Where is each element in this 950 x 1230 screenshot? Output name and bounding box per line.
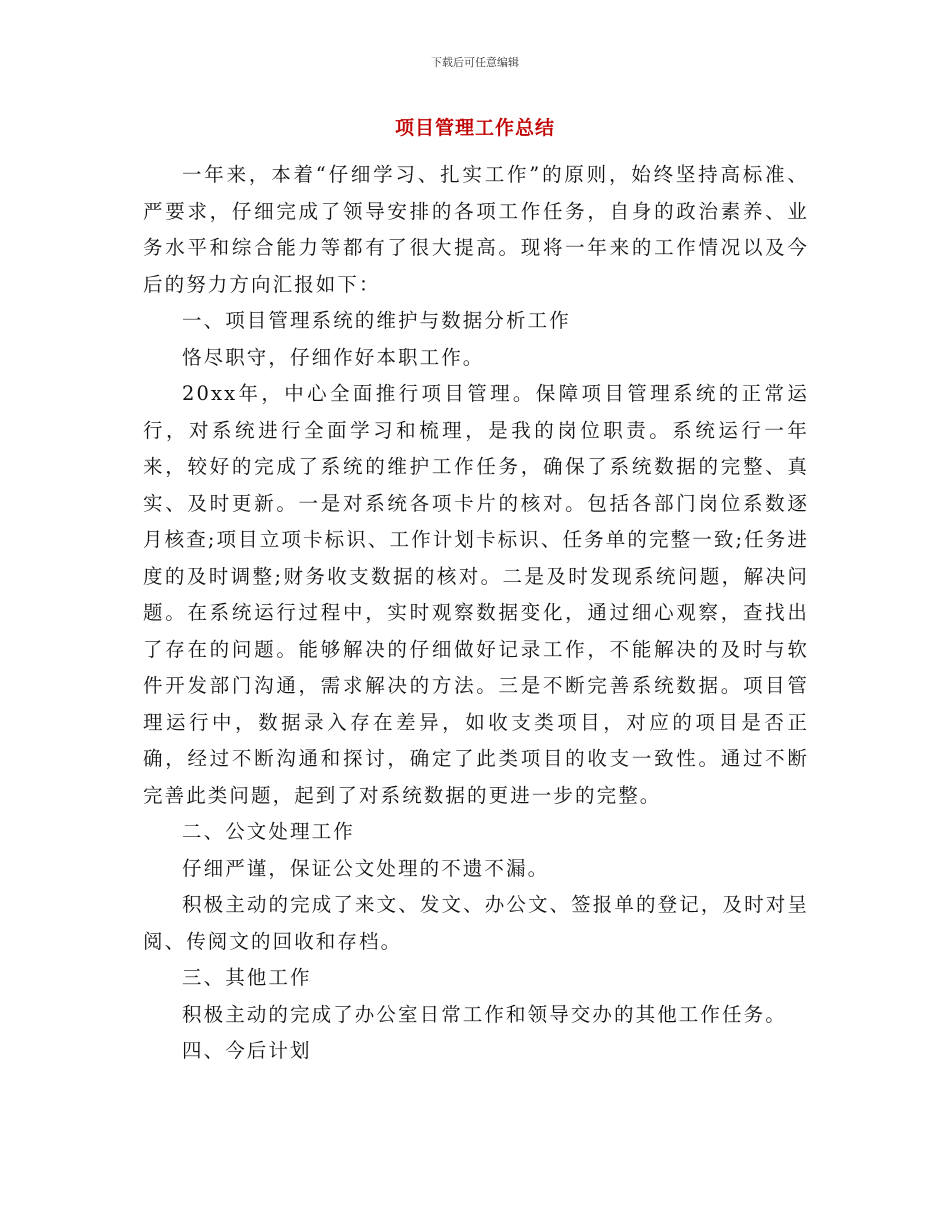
section-heading-1: 一、项目管理系统的维护与数据分析工作 [182, 309, 571, 332]
section-heading-4: 四、今后计划 [182, 1039, 312, 1062]
header-note: 下载后可任意编辑 [431, 56, 519, 69]
paragraph-2-detail: 积极主动的完成了来文、发文、办公文、签报单的登记，及时对呈阅、传阅文的回收和存档。 [143, 893, 809, 953]
paragraph-1-detail: 20xx年，中心全面推行项目管理。保障项目管理系统的正常运行，对系统进行全面学习和梳理，是我的岗位职责。系统运行一年来，较好的完成了系统的维护工作任务，确保了系统数据的完整、真实、及时更新。一是对系统各项卡片的核对。包括各部门岗位系数逐月核查;项目立项卡标识、工作计划卡标识、任务单的完整一致;任务进度的及时调整;财务收支数据的核对。二是及时发现系统问题，解决问题。在系统运行过程中，实时观察数据变化，通过细心观察，查找出了存在的问题。能够解决的仔细做好记录工作，不能解决的及时与软件开发部门沟通，需求解决的方法。三是不断完善系统数据。项目管理运行中，数据录入存在差异，如收支类项目，对应的项目是否正确，经过不断沟通和探讨，确定了此类项目的收支一致性。通过不断完善此类问题，起到了对系统数据的更进一步的完整。 [143, 382, 809, 807]
document-title: 项目管理工作总结 [394, 117, 555, 139]
paragraph-1-summary: 恪尽职守，仔细作好本职工作。 [182, 345, 485, 369]
paragraph-2-summary: 仔细严谨，保证公文处理的不遗不漏。 [182, 856, 550, 880]
paragraph-intro: 一年来，本着“仔细学习、扎实工作”的原则，始终坚持高标准、严要求，仔细完成了领导安排的各项工作任务，自身的政治素养、业务水平和综合能力等都有了很大提高。现将一年来的工作情况以及今后的努力方向汇报如下： [143, 163, 809, 296]
document-body [143, 157, 809, 1070]
section-heading-3: 三、其他工作 [182, 966, 312, 989]
section-heading-2: 二、公文处理工作 [182, 820, 355, 843]
paragraph-3-detail: 积极主动的完成了办公室日常工作和领导交办的其他工作任务。 [182, 1002, 787, 1026]
